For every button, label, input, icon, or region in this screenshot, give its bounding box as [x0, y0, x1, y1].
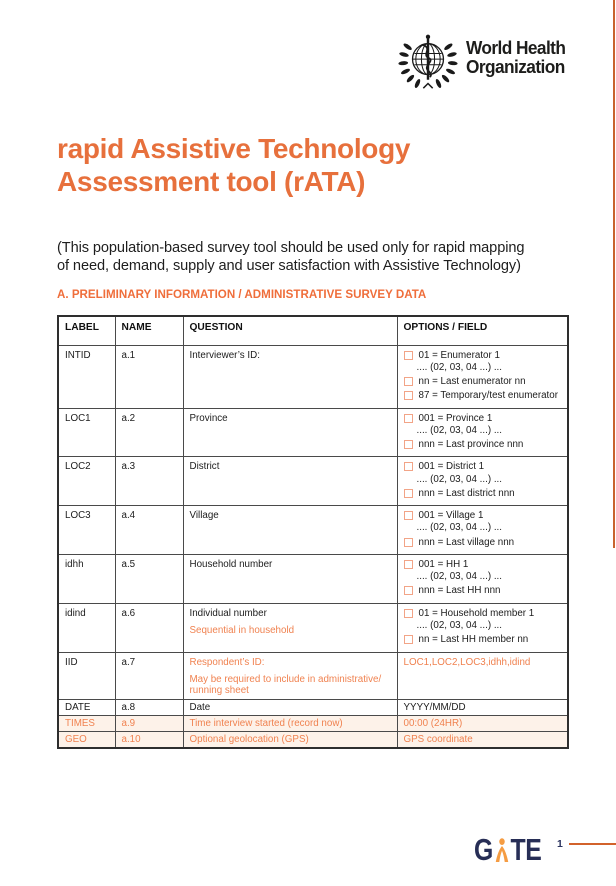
table-body	[58, 345, 568, 748]
table-row	[58, 732, 568, 749]
row-options-cell	[397, 506, 568, 555]
row-name: a.9	[115, 716, 183, 732]
row-options-cell	[397, 652, 568, 700]
row-question-cell	[183, 700, 397, 716]
section-a-heading: A. PRELIMINARY INFORMATION / ADMINISTRATIVE SURVEY DATA	[57, 288, 427, 301]
option-checkbox	[404, 391, 413, 400]
row-name: a.1	[115, 345, 183, 408]
row-field: LOC1,LOC2,LOC3,idhh,idind	[403, 656, 531, 668]
row-label: TIMES	[58, 716, 115, 732]
row-label: LOC2	[58, 457, 115, 506]
row-name: a.4	[115, 506, 183, 555]
who-emblem-icon	[398, 31, 458, 91]
option-line	[404, 585, 563, 596]
gate-logo-g: G	[474, 832, 493, 867]
option-line	[404, 376, 563, 387]
row-name: a.10	[115, 732, 183, 749]
row-question: Individual number	[189, 607, 267, 619]
row-label: IID	[58, 652, 115, 700]
table-row	[58, 554, 568, 603]
survey-table	[57, 315, 569, 749]
row-name: a.8	[115, 700, 183, 716]
row-options-cell	[397, 457, 568, 506]
row-question: Province	[189, 412, 228, 424]
gate-logo-a-icon	[494, 838, 510, 862]
row-name: a.2	[115, 408, 183, 457]
row-question: Village	[189, 510, 219, 522]
footer-accent-line	[569, 843, 616, 845]
option-text: 01 = Household member 1	[418, 607, 535, 619]
page-edge-accent-line	[613, 0, 616, 548]
row-label: INTID	[58, 345, 115, 408]
table-row	[58, 506, 568, 555]
option-text: nn = Last HH member nn	[418, 634, 529, 646]
row-name: a.7	[115, 652, 183, 700]
option-checkbox	[404, 635, 413, 644]
option-continuation: .... (02, 03, 04 ...) ...	[416, 522, 502, 534]
column-header-name: NAME	[115, 316, 183, 345]
option-checkbox	[404, 440, 413, 449]
intro-line2: of need, demand, supply and user satisfaction with Assistive Technology)	[57, 258, 521, 275]
gate-logo	[474, 832, 542, 867]
row-question-cell	[183, 732, 397, 749]
who-wordmark-line2: Organization	[466, 56, 565, 77]
row-label: LOC1	[58, 408, 115, 457]
row-question-cell	[183, 345, 397, 408]
option-checkbox	[404, 377, 413, 386]
option-continuation: .... (02, 03, 04 ...) ...	[416, 473, 502, 485]
option-text: 01 = Enumerator 1	[418, 349, 500, 361]
row-question-cell	[183, 408, 397, 457]
option-checkbox	[404, 560, 413, 569]
row-label: idhh	[58, 554, 115, 603]
row-field: 00:00 (24HR)	[403, 718, 463, 730]
option-line	[404, 510, 563, 521]
option-checkbox	[404, 609, 413, 618]
row-question-note: Sequential in household	[189, 624, 295, 636]
row-question-note: May be required to include in administrative/ running sheet	[189, 673, 382, 696]
row-question: Household number	[189, 558, 273, 570]
row-question-cell	[183, 554, 397, 603]
option-continuation: .... (02, 03, 04 ...) ...	[416, 361, 502, 373]
row-label: idind	[58, 603, 115, 652]
option-continuation: .... (02, 03, 04 ...) ...	[416, 424, 502, 436]
option-text: 001 = Province 1	[418, 412, 493, 424]
option-text: nnn = Last village nnn	[418, 536, 515, 548]
document-title	[57, 132, 410, 198]
option-text: nnn = Last province nnn	[418, 439, 524, 451]
option-checkbox	[404, 462, 413, 471]
option-continuation: .... (02, 03, 04 ...) ...	[416, 571, 502, 583]
option-text: 001 = District 1	[418, 461, 485, 473]
who-wordmark-line1: World Health	[466, 38, 566, 58]
row-options-cell	[397, 732, 568, 749]
option-text: nnn = Last district nnn	[418, 487, 515, 499]
row-label: LOC3	[58, 506, 115, 555]
row-options-cell	[397, 700, 568, 716]
option-line	[404, 390, 563, 401]
table-row	[58, 603, 568, 652]
row-label: DATE	[58, 700, 115, 716]
who-logo	[398, 31, 569, 91]
page-number: 1	[557, 838, 563, 850]
option-checkbox	[404, 586, 413, 595]
option-line	[404, 350, 563, 361]
column-header-options: OPTIONS / FIELD	[397, 316, 568, 345]
row-question-cell	[183, 457, 397, 506]
table-row	[58, 408, 568, 457]
row-question: Date	[189, 702, 211, 714]
option-text: 001 = Village 1	[418, 510, 484, 522]
option-line	[404, 461, 563, 472]
document-title-line2: Assessment tool (rATA)	[57, 166, 366, 198]
option-line	[404, 634, 563, 645]
table-row	[58, 345, 568, 408]
column-header-label: LABEL	[58, 316, 115, 345]
row-question-cell	[183, 506, 397, 555]
option-checkbox	[404, 511, 413, 520]
document-title-line1: rapid Assistive Technology	[57, 133, 411, 164]
option-text: 87 = Temporary/test enumerator	[418, 390, 558, 402]
row-question-cell	[183, 716, 397, 732]
option-text: nn = Last enumerator nn	[418, 376, 526, 388]
table-row	[58, 652, 568, 700]
row-options-cell	[397, 408, 568, 457]
gate-logo-te: TE	[510, 832, 542, 867]
option-line	[404, 488, 563, 499]
option-line	[404, 413, 563, 424]
row-options-cell	[397, 345, 568, 408]
row-question-cell	[183, 603, 397, 652]
row-field: GPS coordinate	[403, 734, 473, 746]
row-question-cell	[183, 652, 397, 700]
intro-paragraph	[57, 239, 524, 275]
option-line	[404, 537, 563, 548]
row-name: a.3	[115, 457, 183, 506]
row-name: a.6	[115, 603, 183, 652]
row-question: District	[189, 461, 220, 473]
row-question: Interviewer’s ID:	[189, 349, 260, 361]
option-line	[404, 439, 563, 450]
table-row	[58, 700, 568, 716]
intro-line1: (This population-based survey tool should be used only for rapid mapping	[57, 240, 525, 256]
table-row	[58, 716, 568, 732]
option-line	[404, 608, 563, 619]
row-question: Respondent’s ID:	[189, 656, 265, 668]
row-question: Optional geolocation (GPS)	[189, 734, 309, 746]
row-options-cell	[397, 716, 568, 732]
option-checkbox	[404, 489, 413, 498]
option-checkbox	[404, 351, 413, 360]
option-line	[404, 559, 563, 570]
option-text: 001 = HH 1	[418, 558, 469, 570]
option-text: nnn = Last HH nnn	[418, 585, 501, 597]
who-wordmark	[466, 31, 565, 76]
column-header-question: QUESTION	[183, 316, 397, 345]
row-question: Time interview started (record now)	[189, 718, 343, 730]
option-continuation: .... (02, 03, 04 ...) ...	[416, 620, 502, 632]
table-header-row	[58, 316, 568, 345]
row-options-cell	[397, 554, 568, 603]
row-field: YYYY/MM/DD	[403, 702, 466, 714]
table-row	[58, 457, 568, 506]
row-label: GEO	[58, 732, 115, 749]
row-options-cell	[397, 603, 568, 652]
option-checkbox	[404, 538, 413, 547]
row-name: a.5	[115, 554, 183, 603]
option-checkbox	[404, 414, 413, 423]
